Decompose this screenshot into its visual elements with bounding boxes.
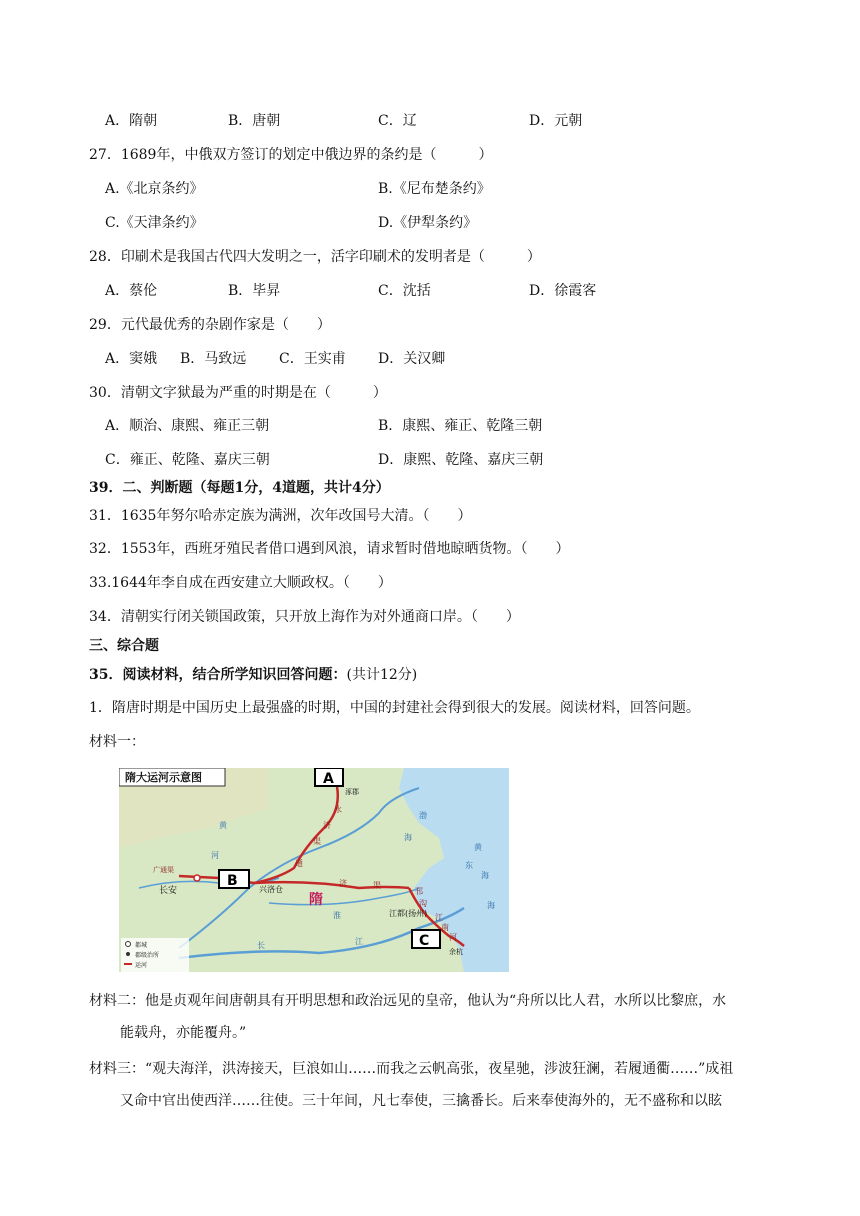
label-huai: 淮: [333, 911, 341, 920]
label-bohai-1: 渤: [419, 811, 427, 820]
label-jiang: 江: [355, 937, 363, 946]
q30-option-c: C．雍正、乾隆、嘉庆三朝: [105, 452, 270, 468]
q28-stem: 28．印刷术是我国古代四大发明之一，活字印刷术的发明者是（ ）: [89, 249, 541, 265]
material-3-line-2: 又命中官出使西洋……往使。三十年间，凡七奉使，三擒番长。后来奉使海外的，无不盛称和以眩: [120, 1093, 722, 1109]
label-yellow-1: 黄: [219, 821, 227, 830]
legend-seat-icon: [126, 952, 130, 956]
q35-intro: 1．隋唐时期是中国历史上最强盛的时期，中国的封建社会得到很大的发展。阅读材料，回答问题。: [89, 700, 700, 716]
label-guangtong-canal: 广通渠: [153, 866, 174, 874]
material-2-line-2: 能载舟，亦能覆舟。”: [120, 1025, 247, 1041]
label-bohai-2: 海: [404, 833, 412, 842]
q32-statement: 32．1553年，西班牙殖民者借口遇到风浪，请求暂时借地晾晒货物。（ ）: [89, 541, 570, 557]
q34-statement: 34．清朝实行闭关锁国政策，只开放上海作为对外通商口岸。（ ）: [89, 609, 520, 625]
label-yellow-sea-2: 海: [481, 871, 489, 880]
material-3-line-1: 材料三：“观夫海洋，洪涛接天，巨浪如山……而我之云帆高张，夜星驰，涉波狂澜，若履通衢……”成祖: [89, 1061, 734, 1077]
label-east-sea-1: 东: [465, 861, 473, 870]
label-east-sea-2: 海: [487, 901, 495, 910]
q27-option-d: D.《伊犁条约》: [378, 215, 478, 231]
label-tong: 通: [295, 859, 303, 868]
section-2-heading: 39．二、判断题（每题1分，4道题，共计4分）: [89, 480, 390, 496]
label-chang: 长: [257, 941, 265, 950]
label-nan: 南: [441, 923, 449, 932]
label-sui: 隋: [309, 892, 323, 908]
q27-option-b: B.《尼布楚条约》: [378, 181, 491, 197]
q30-option-b: B．康熙、雍正、乾隆三朝: [378, 418, 543, 434]
q26-option-b: B．唐朝: [228, 113, 281, 129]
label-han: 邗: [415, 887, 423, 896]
changan-dot: [194, 875, 200, 881]
q28-option-a: A．蔡伦: [105, 283, 158, 299]
q26-option-a: A．隋朝: [105, 113, 158, 129]
label-xingluocang: 兴洛仓: [259, 885, 283, 894]
label-yellow-2: 河: [211, 851, 219, 860]
q28-option-c: C．沈括: [378, 283, 431, 299]
q27-option-a: A.《北京条约》: [105, 181, 204, 197]
q29-stem: 29．元代最优秀的杂剧作家是（ ）: [89, 317, 331, 333]
q28-option-d: D．徐霞客: [529, 283, 597, 299]
label-ji-2: 济: [339, 879, 347, 888]
label-yong: 永: [334, 805, 342, 814]
label-ji: 济: [323, 821, 331, 830]
marker-b: B: [227, 873, 238, 889]
label-jiangdu: 江都(扬州): [389, 909, 428, 918]
label-he: 河: [449, 933, 457, 942]
label-yuhang: 余杭: [449, 948, 463, 956]
legend-canal: 运河: [135, 962, 148, 969]
grand-canal-map: [119, 768, 509, 972]
q26-option-d: D．元朝: [529, 113, 583, 129]
q30-option-a: A．顺治、康熙、雍正三朝: [105, 418, 270, 434]
label-gou: 沟: [419, 899, 427, 908]
q29-option-b: B．马致远: [180, 351, 247, 367]
legend-capital-icon: [126, 942, 131, 947]
q28-option-b: B．毕昇: [228, 283, 281, 299]
label-qu-2: 渠: [373, 881, 381, 890]
q29-option-c: C．王实甫: [279, 351, 346, 367]
q26-option-c: C．辽: [378, 113, 417, 129]
material-1-label: 材料一：: [89, 734, 145, 750]
q29-option-d: D．关汉卿: [378, 351, 446, 367]
q27-option-c: C.《天津条约》: [105, 215, 204, 231]
q35-stem-bold: 35．阅读材料，结合所学知识回答问题：: [89, 667, 347, 683]
label-yellow-sea-1: 黄: [474, 843, 482, 852]
label-jiang-2: 江: [435, 913, 443, 922]
section-3-heading: 三、综合题: [89, 638, 159, 654]
label-changan: 长安: [159, 886, 178, 896]
map-title: 隋大运河示意图: [125, 771, 202, 784]
q35-score: (共计12分): [346, 667, 418, 683]
label-zhuojun: 涿郡: [345, 788, 359, 796]
q30-option-d: D．康熙、乾隆、嘉庆三朝: [378, 452, 544, 468]
q35-stem: [89, 665, 417, 685]
q27-stem: 27．1689年，中俄双方签订的划定中俄边界的条约是（ ）: [89, 147, 493, 163]
legend-seat: 郡级治所: [135, 952, 160, 959]
marker-a: A: [323, 771, 334, 787]
legend-capital: 都城: [135, 942, 148, 949]
label-qu: 渠: [313, 837, 321, 846]
marker-c: C: [419, 933, 430, 949]
q31-statement: 31．1635年努尔哈赤定族为满洲，次年改国号大清。（ ）: [89, 508, 472, 524]
q29-option-a: A．窦娥: [105, 351, 158, 367]
q33-statement: 33.1644年李自成在西安建立大顺政权。（ ）: [89, 575, 392, 591]
material-2-line-1: 材料二：他是贞观年间唐朝具有开明思想和政治远见的皇帝，他认为“舟所以比人君，水所以比黎庶，水: [89, 993, 727, 1009]
q30-stem: 30．清朝文字狱最为严重的时期是在（ ）: [89, 385, 387, 401]
